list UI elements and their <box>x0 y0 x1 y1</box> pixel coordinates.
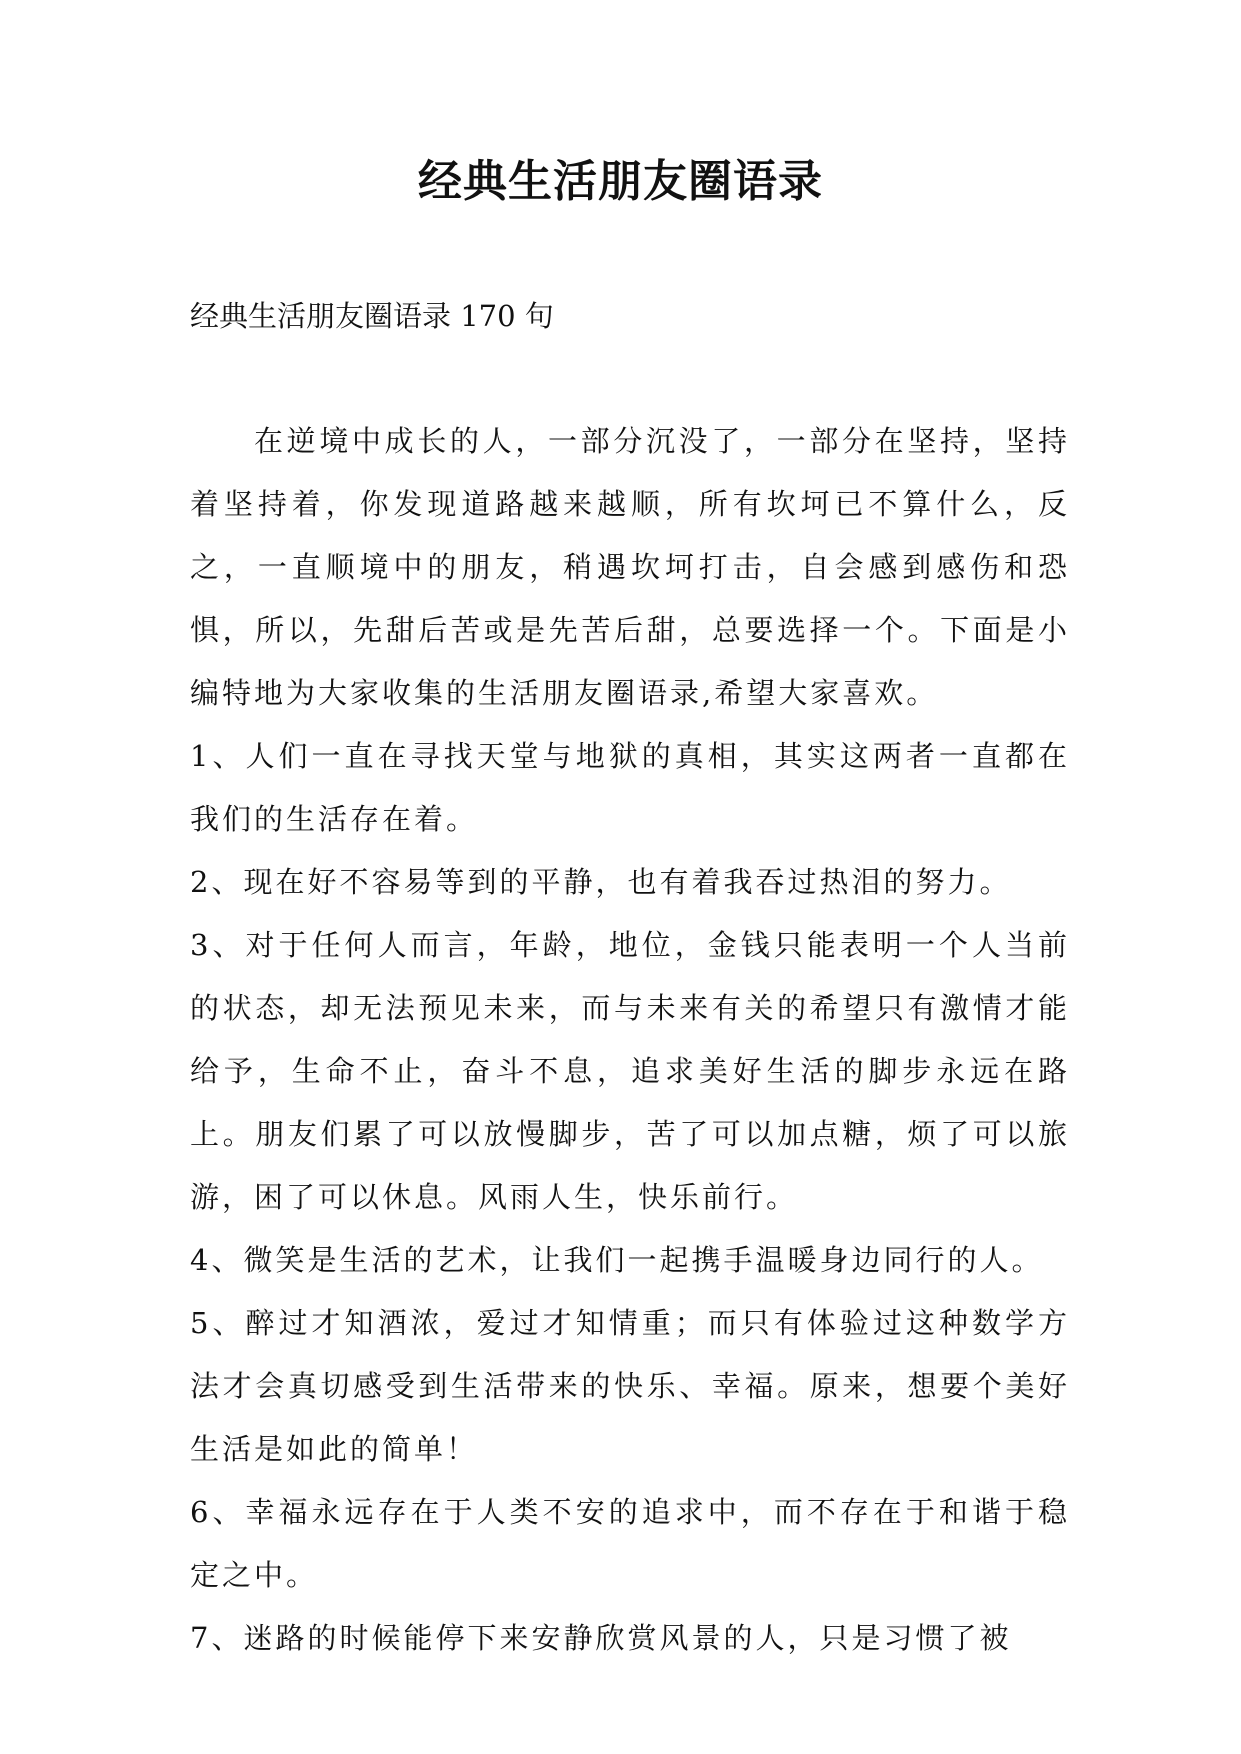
list-item: 4、微笑是生活的艺术，让我们一起携手温暖身边同行的人。 <box>190 1243 1044 1277</box>
document-title: 经典生活朋友圈语录 <box>418 156 823 207</box>
list-item: 5、醉过才知酒浓，爱过才知情重；而只有体验过这种数学方法才会真切感受到生活带来的快乐、幸福。原来，想要个美好生活是如此的简单！ <box>190 1306 1070 1466</box>
list-item: 2、现在好不容易等到的平静，也有着我吞过热泪的努力。 <box>190 865 1012 899</box>
intro-paragraph: 在逆境中成长的人，一部分沉没了，一部分在坚持，坚持着坚持着，你发现道路越来越顺，所有坎坷已不算什么，反之，一直顺境中的朋友，稍遇坎坷打击，自会感到感伤和恐惧，所以，先甜后苦或是先苦后甜，总要选择一个。下面是小编特地为大家收集的生活朋友圈语录,希望大家喜欢。 <box>190 424 1070 710</box>
list-item: 6、幸福永远存在于人类不安的追求中，而不存在于和谐于稳定之中。 <box>190 1495 1070 1592</box>
list-item: 7、迷路的时候能停下来安静欣赏风景的人，只是习惯了被 <box>190 1621 1012 1655</box>
list-item: 3、对于任何人而言，年龄，地位，金钱只能表明一个人当前的状态，却无法预见未来，而与未来有关的希望只有激情才能给予，生命不止，奋斗不息，追求美好生活的脚步永远在路上。朋友们累了可以放慢脚步，苦了可以加点糖，烦了可以旅游，困了可以休息。风雨人生，快乐前行。 <box>190 928 1070 1214</box>
document-subtitle: 经典生活朋友圈语录 170 句 <box>190 299 554 333</box>
document-body <box>190 410 1070 1670</box>
list-item: 1、人们一直在寻找天堂与地狱的真相，其实这两者一直都在我们的生活存在着。 <box>190 739 1070 836</box>
